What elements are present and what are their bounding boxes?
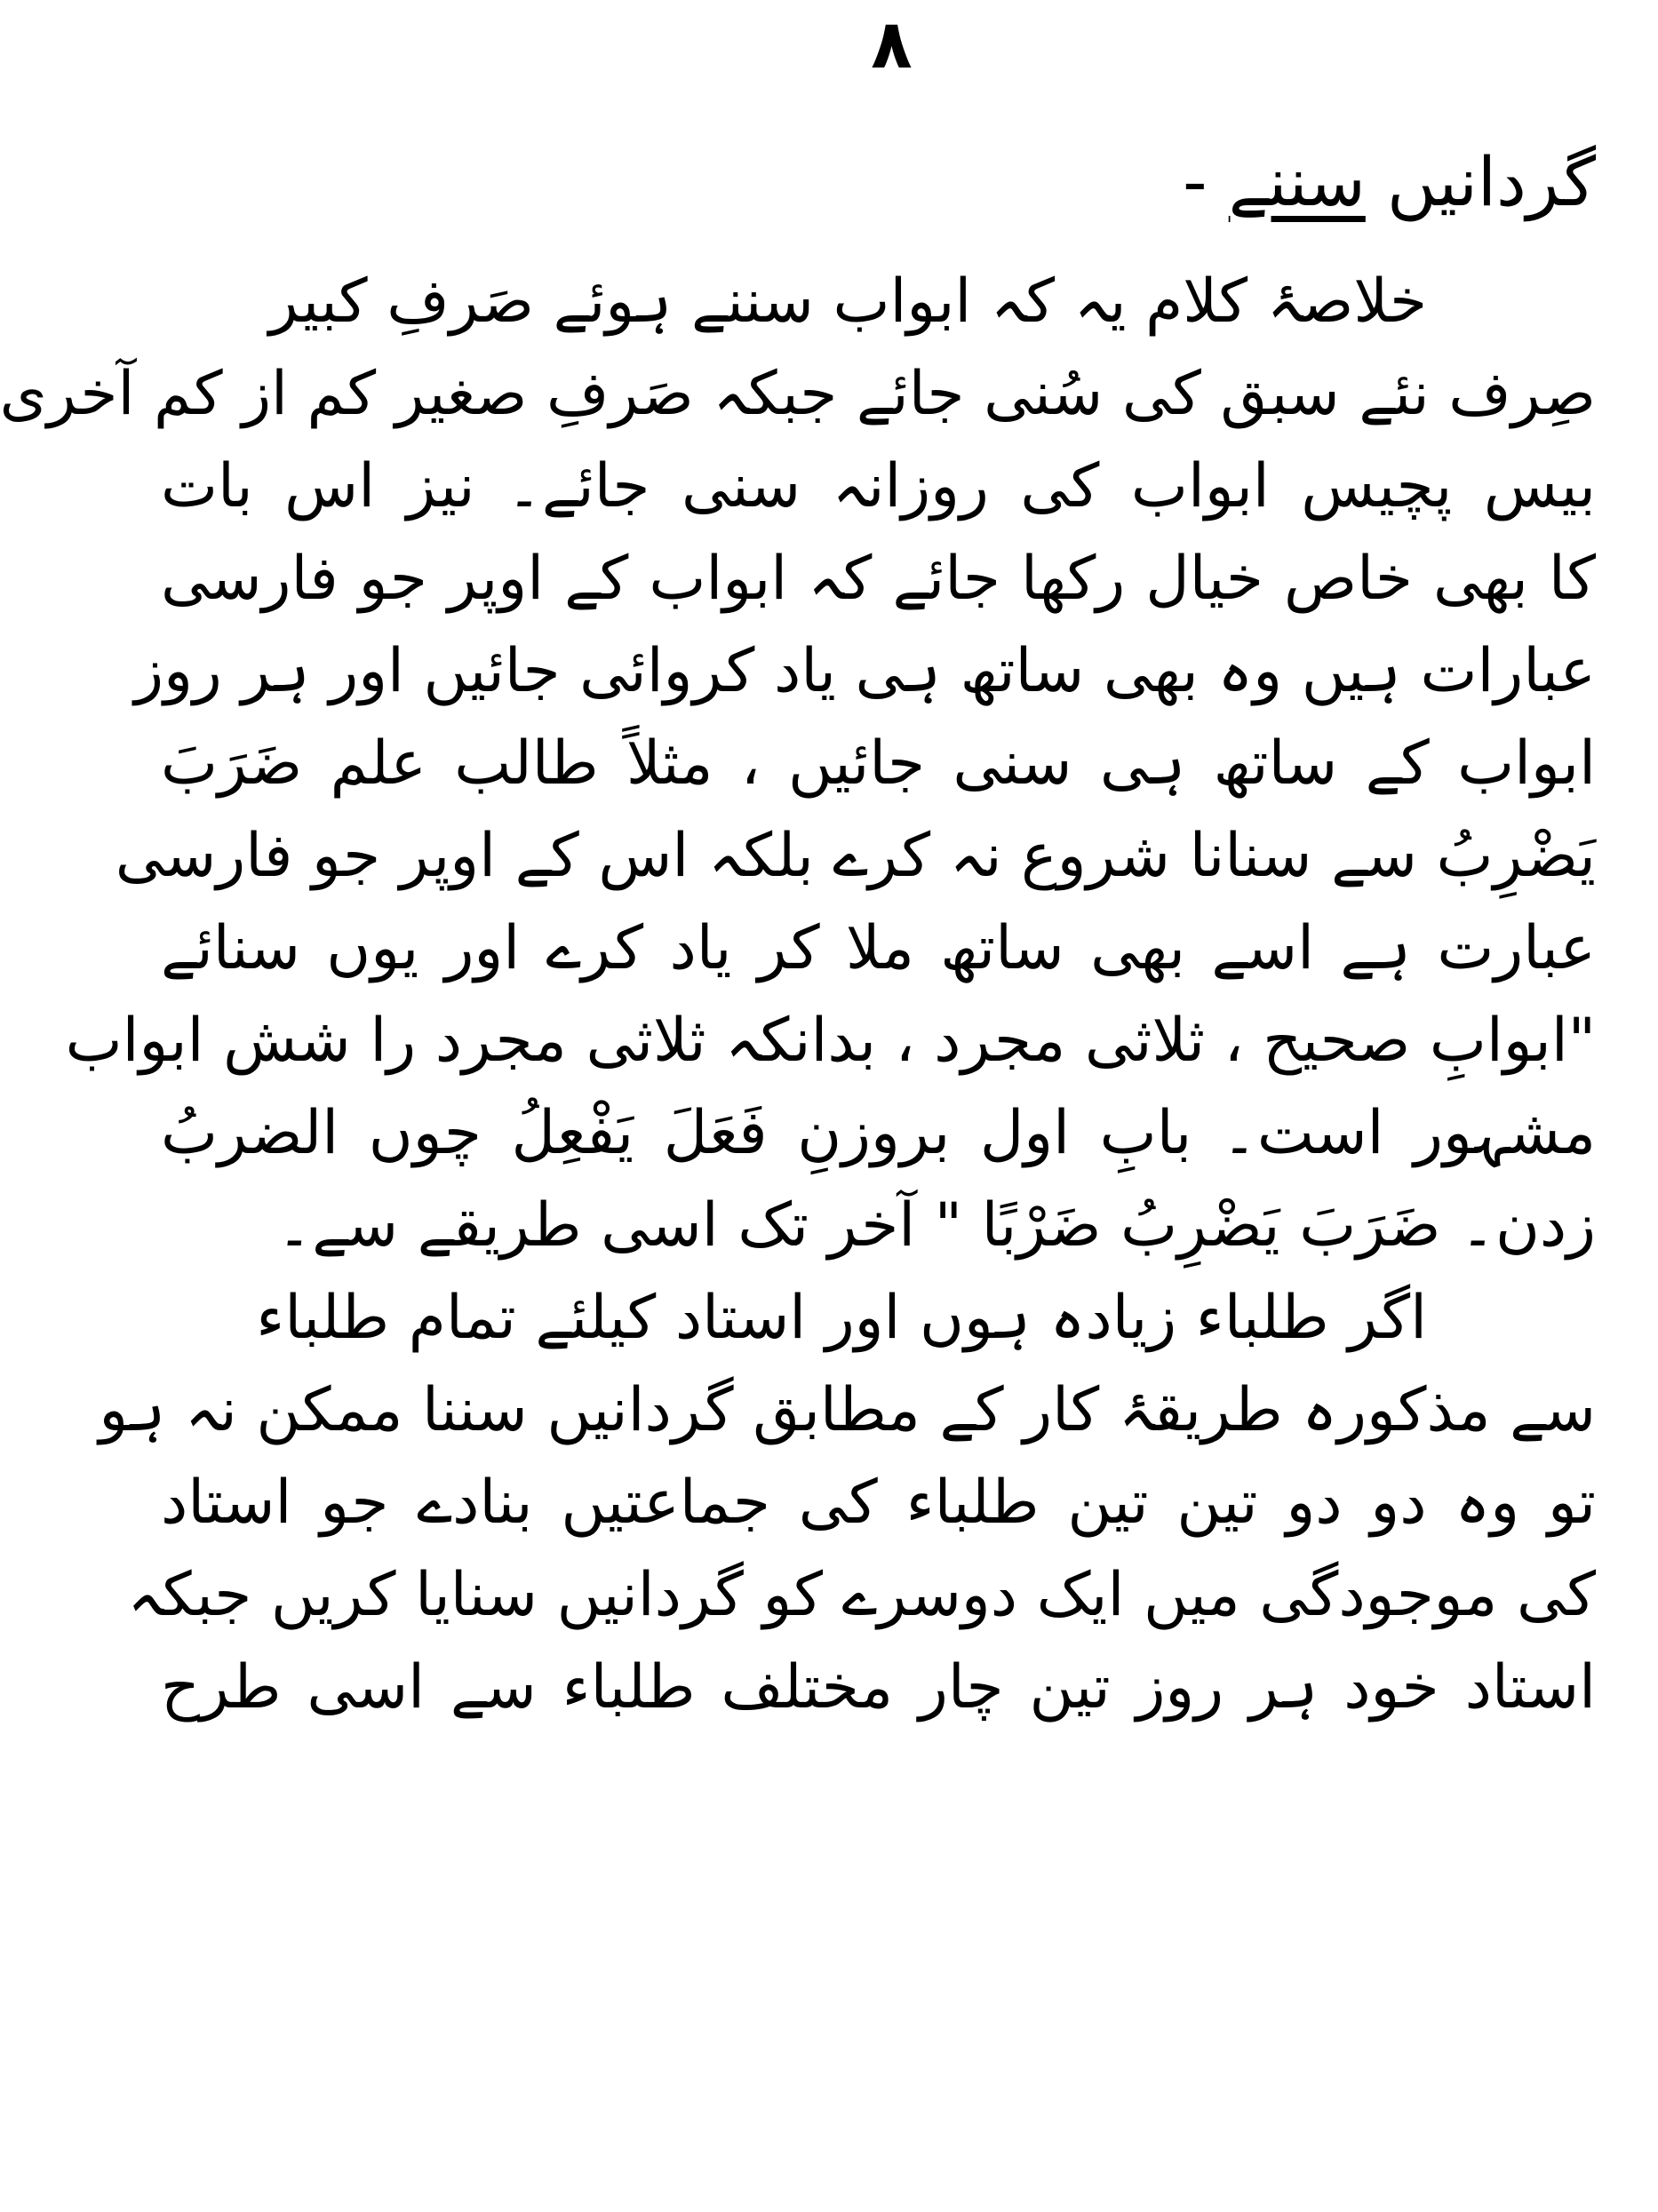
text-line: یَضْرِبُ سے سنانا شروع نہ کرے بلکہ اس کے اوپر جو فارسی [115,821,1596,891]
text-line: ابواب کے ساتھ ہی سنی جائیں ، مثلاً طالب علم ضَرَبَ [161,728,1596,799]
text-line: مشہور است۔ بابِ اول بروزنِ فَعَلَ یَفْعِلُ چوں الضربُ [161,1098,1596,1168]
heading-dash: - [1183,142,1208,221]
text-line: کی موجودگی میں ایک دوسرے کو گردانیں سنایا کریں جبکہ [127,1560,1596,1630]
text-line: "ابوابِ صحیح ، ثلاثی مجرد ، بدانکہ ثلاثی مجرد را شش ابواب [65,1006,1596,1076]
body-text [0,256,1596,1734]
text-line: صِرف نئے سبق کی سُنی جائے جبکہ صَرفِ صغیر کم از کم آخری [0,359,1596,429]
text-line: استاد خود ہر روز تین چار مختلف طلباء سے اسی طرح [161,1652,1596,1723]
text-line: کا بھی خاص خیال رکھا جائے کہ ابواب کے اوپر جو فارسی [161,544,1596,614]
text-line: خلاصۂ کلام یہ کہ ابواب سننے ہوئے صَرفِ کبیر [268,267,1427,337]
text-line: سے مذکورہ طریقۂ کار کے مطابق گردانیں سننا ممکن نہ ہو [99,1375,1596,1445]
section-heading [1183,133,1596,231]
heading-text: گردانیں [1386,142,1596,221]
heading-underlined-word: سننے [1228,142,1366,221]
text-line: اگر طلباء زیادہ ہوں اور استاد کیلئے تمام طلباء [256,1283,1427,1353]
text-line: عبارات ہیں وہ بھی ساتھ ہی یاد کروائی جائیں اور ہر روز [134,636,1596,706]
text-line: عبارت ہے اسے بھی ساتھ ملا کر یاد کرے اور یوں سنائے [161,913,1596,983]
text-line: زدن۔ ضَرَبَ یَضْرِبُ ضَرْبًا " آخر تک اسی طریقے سے۔ [276,1190,1596,1261]
text-line: تو وہ دو دو تین تین طلباء کی جماعتیں بنادے جو استاد [161,1468,1596,1538]
page-number: ۸ [871,4,913,84]
text-line: بیس پچیس ابواب کی روزانہ سنی جائے۔ نیز اس بات [161,451,1596,521]
